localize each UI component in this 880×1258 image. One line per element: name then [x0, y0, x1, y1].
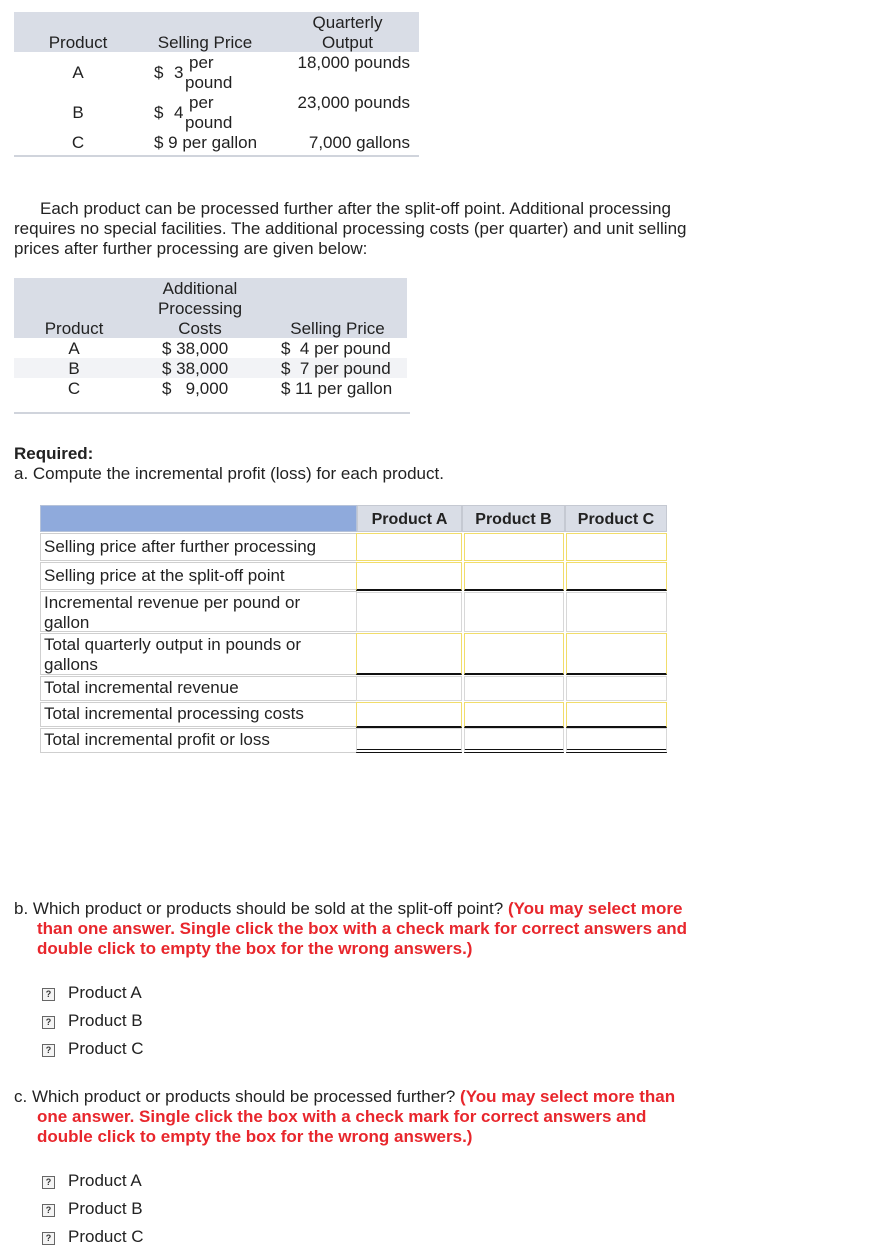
part-b-instruction-1: (You may select more	[507, 899, 683, 918]
checkbox-icon[interactable]: ?	[42, 1204, 55, 1217]
row-c-price: $ 9 per gallon	[154, 133, 258, 152]
input-b-incremental-revenue-per-unit[interactable]	[464, 592, 564, 632]
answer-header-blank	[40, 505, 357, 532]
t2-row-c-product: C	[67, 379, 81, 398]
t2-row-b-price: $ 7 per pound	[281, 359, 391, 378]
row-label-incremental-revenue-per-unit: Incremental revenue per pound or gallon	[40, 591, 357, 632]
input-b-total-quarterly-output[interactable]	[464, 633, 564, 675]
input-b-total-incremental-profit-loss[interactable]	[464, 728, 564, 753]
part-b-option-product-c[interactable]: ? Product C	[42, 1039, 144, 1059]
input-a-total-incremental-profit-loss[interactable]	[356, 728, 462, 753]
row-label-total-incremental-revenue: Total incremental revenue	[40, 676, 357, 701]
header-product: Product	[48, 33, 108, 52]
part-c-question-block	[14, 1087, 874, 1147]
row-c-output: 7,000 gallons	[308, 133, 410, 152]
part-b-instruction-3: double click to empty the box for the wrong answers.)	[37, 939, 473, 958]
table-bottom-rule	[14, 155, 419, 157]
part-b-instruction-2: than one answer. Single click the box with a check mark for correct answers and	[37, 919, 688, 938]
part-c-instruction-1: (You may select more than	[460, 1087, 676, 1106]
row-b-amount: 4	[174, 103, 184, 122]
checkbox-icon[interactable]: ?	[42, 1176, 55, 1189]
input-c-total-incremental-processing-costs[interactable]	[566, 702, 667, 728]
t2-header-costs-1: Additional	[162, 279, 238, 298]
part-c-option-product-a[interactable]: ? Product A	[42, 1171, 142, 1191]
part-b-question-block	[14, 899, 874, 959]
input-a-total-incremental-processing-costs[interactable]	[356, 702, 462, 728]
part-c-question: c. Which product or products should be processed further?	[14, 1087, 456, 1106]
t2-row-a-product: A	[68, 339, 80, 358]
required-title: Required:	[14, 444, 94, 463]
row-label-selling-price-splitoff: Selling price at the split-off point	[40, 562, 357, 590]
input-b-total-incremental-revenue[interactable]	[464, 676, 564, 701]
column-header-product-b: Product B	[462, 505, 565, 532]
row-b-per: per	[189, 93, 214, 112]
checkbox-icon[interactable]: ?	[42, 1016, 55, 1029]
part-b-question: b. Which product or products should be sold at the split-off point?	[14, 899, 504, 918]
t2-header-costs-3: Costs	[178, 319, 222, 338]
part-b-option-product-b[interactable]: ? Product B	[42, 1011, 143, 1031]
row-label-total-incremental-profit-loss: Total incremental profit or loss	[40, 728, 357, 753]
row-b-output: 23,000 pounds	[297, 93, 410, 112]
row-label-total-incremental-processing-costs: Total incremental processing costs	[40, 702, 357, 727]
input-c-selling-price-splitoff[interactable]	[566, 562, 667, 591]
part-c-option-product-c[interactable]: ? Product C	[42, 1227, 144, 1247]
header-quarterly: Quarterly	[312, 13, 383, 32]
checkbox-icon[interactable]: ?	[42, 1232, 55, 1245]
input-a-selling-price-after[interactable]	[356, 533, 462, 561]
part-c-instruction-2: one answer. Single click the box with a check mark for correct answers and	[37, 1107, 647, 1126]
checkbox-icon[interactable]: ?	[42, 988, 55, 1001]
row-a-amount: 3	[174, 63, 184, 82]
row-label-total-quarterly-output: Total quarterly output in pounds or gallons	[40, 633, 357, 675]
intro-line-1: Each product can be processed further after the split-off point. Additional processing	[40, 199, 671, 218]
row-b-dollar: $	[154, 103, 164, 122]
input-c-total-incremental-revenue[interactable]	[566, 676, 667, 701]
t2-header-selling-price: Selling Price	[290, 319, 385, 338]
t2-row-a-price: $ 4 per pound	[281, 339, 391, 358]
input-c-incremental-revenue-per-unit[interactable]	[566, 592, 667, 632]
part-c-option-product-b[interactable]: ? Product B	[42, 1199, 143, 1219]
intro-line-3: prices after further processing are given below:	[14, 239, 368, 258]
t2-row-b-cost: $ 38,000	[162, 359, 229, 378]
part-a-question: a. Compute the incremental profit (loss) for each product.	[14, 464, 444, 483]
input-b-total-incremental-processing-costs[interactable]	[464, 702, 564, 728]
part-b-option-product-a[interactable]: ? Product A	[42, 983, 142, 1003]
input-c-total-quarterly-output[interactable]	[566, 633, 667, 675]
input-a-selling-price-splitoff[interactable]	[356, 562, 462, 591]
header-selling-price: Selling Price	[157, 33, 253, 52]
table2-bottom-rule	[14, 412, 410, 414]
header-output: Output	[321, 33, 374, 52]
row-a-unit: pound	[185, 73, 233, 92]
column-header-product-a: Product A	[357, 505, 462, 532]
row-a-output: 18,000 pounds	[297, 53, 410, 72]
input-c-selling-price-after[interactable]	[566, 533, 667, 561]
t2-header-product: Product	[44, 319, 104, 338]
intro-line-2: requires no special facilities. The additional processing costs (per quarter) and unit selling	[14, 219, 687, 238]
row-c-product: C	[71, 133, 85, 152]
t2-row-c-cost: $ 9,000	[162, 379, 229, 398]
t2-row-b-product: B	[68, 359, 80, 378]
input-a-total-incremental-revenue[interactable]	[356, 676, 462, 701]
row-b-unit: pound	[185, 113, 233, 132]
t2-header-costs-2: Processing	[157, 299, 243, 318]
checkbox-icon[interactable]: ?	[42, 1044, 55, 1057]
input-b-selling-price-after[interactable]	[464, 533, 564, 561]
input-c-total-incremental-profit-loss[interactable]	[566, 728, 667, 753]
t2-row-c-price: $ 11 per gallon	[281, 379, 393, 398]
intro-paragraph	[14, 199, 874, 259]
part-c-instruction-3: double click to empty the box for the wrong answers.)	[37, 1127, 473, 1146]
row-a-dollar: $	[154, 63, 164, 82]
column-header-product-c: Product C	[565, 505, 667, 532]
row-b-product: B	[72, 103, 84, 122]
row-a-product: A	[72, 63, 84, 82]
input-b-selling-price-splitoff[interactable]	[464, 562, 564, 591]
input-a-total-quarterly-output[interactable]	[356, 633, 462, 675]
row-a-per: per	[189, 53, 214, 72]
row-label-selling-price-after: Selling price after further processing	[40, 533, 357, 561]
input-a-incremental-revenue-per-unit[interactable]	[356, 592, 462, 632]
t2-row-a-cost: $ 38,000	[162, 339, 229, 358]
